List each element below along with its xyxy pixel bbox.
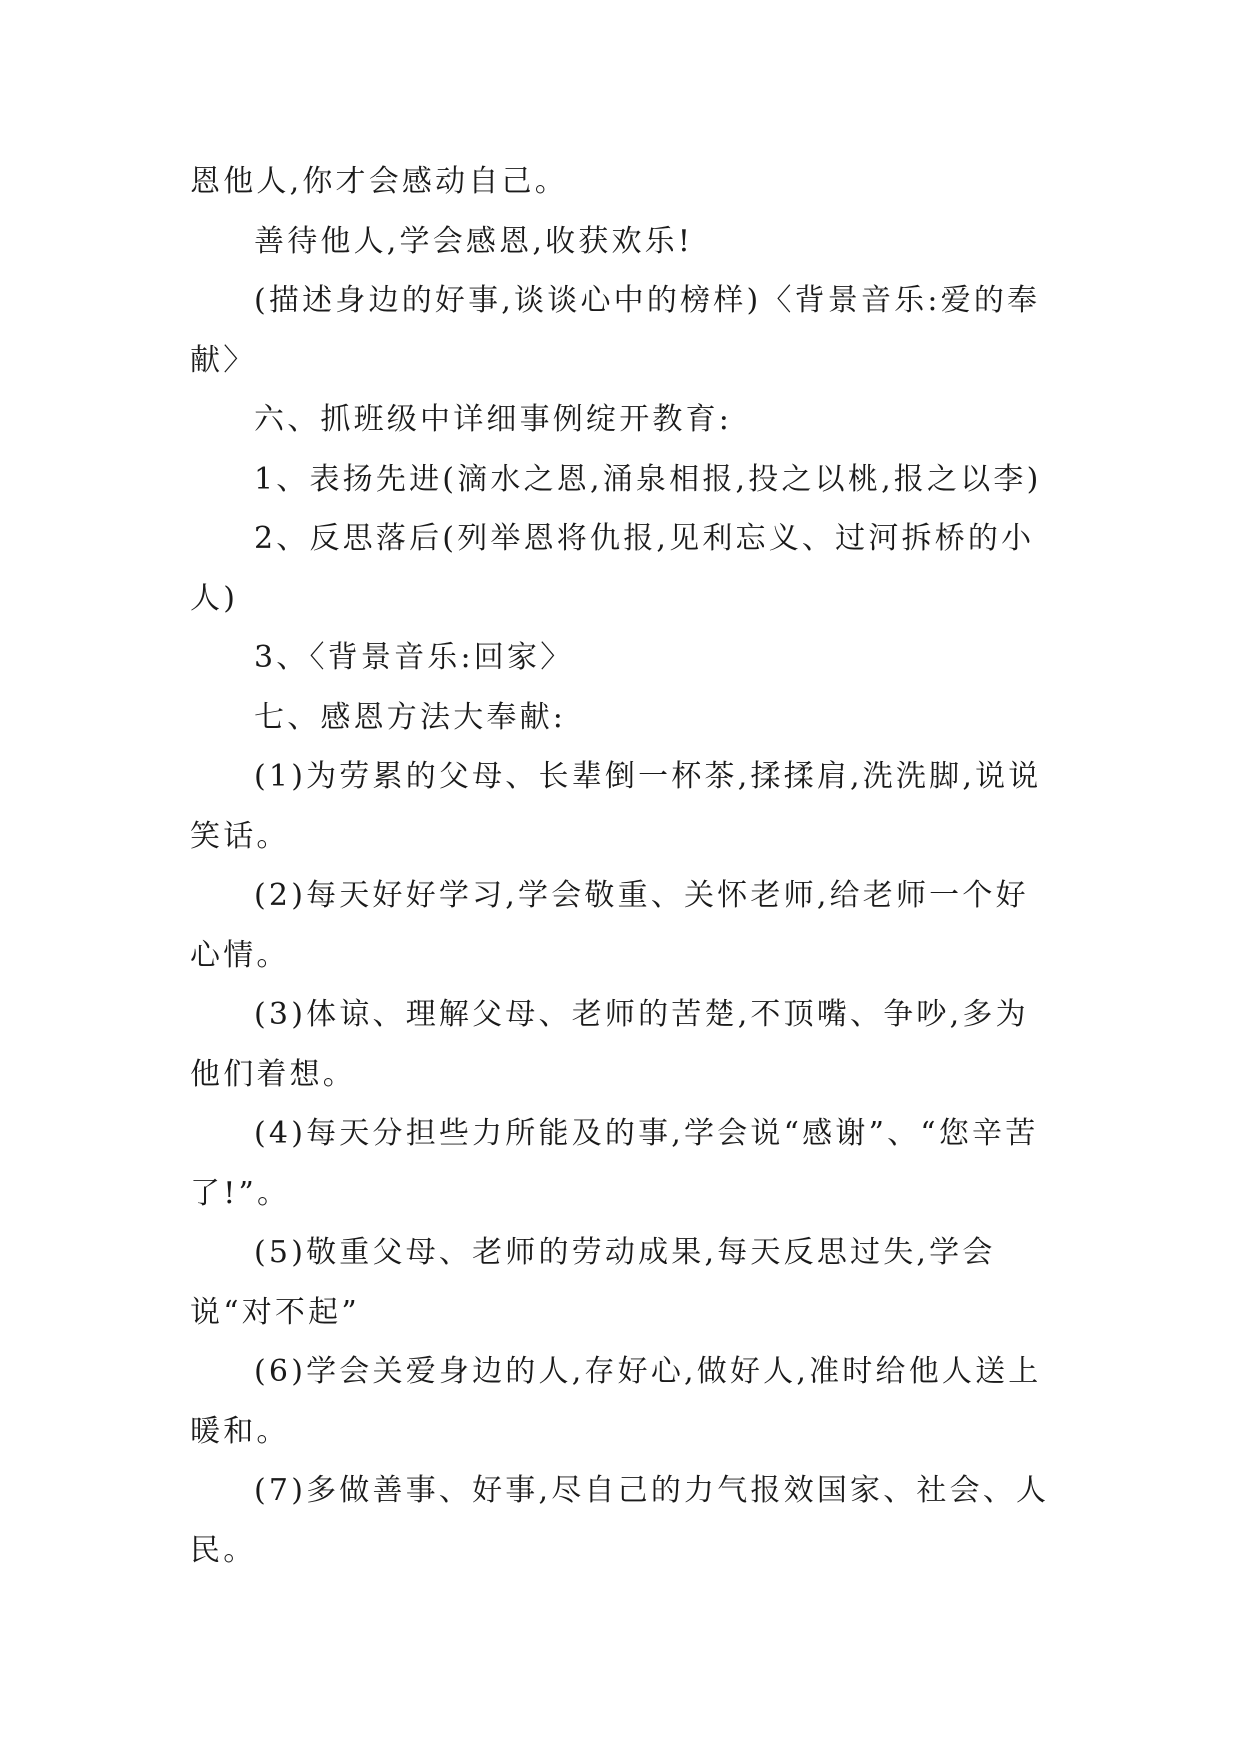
method-item-1: (1)为劳累的父母、长辈倒一杯茶,揉揉肩,洗洗脚,说说笑话。 — [190, 759, 1042, 854]
method-item-7: (7)多做善事、好事,尽自己的力气报效国家、社会、人民。 — [190, 1473, 1050, 1568]
method-item-3: (3)体谅、理解父母、老师的苦楚,不顶嘴、争吵,多为他们着想。 — [190, 997, 1029, 1092]
section-heading-six: 六、抓班级中详细事例绽开教育: — [254, 402, 733, 437]
paragraph-describe-good-deeds: (描述身边的好事,谈谈心中的榜样)〈背景音乐:爱的奉献〉 — [190, 283, 1041, 378]
list-item-2: 2、反思落后(列举恩将仇报,见利忘义、过河拆桥的小人) — [190, 521, 1035, 616]
section-heading-seven: 七、感恩方法大奉献: — [254, 699, 567, 735]
list-item-1: 1、表扬先进(滴水之恩,涌泉相报,投之以桃,报之以李) — [254, 461, 1042, 497]
paragraph-continuation: 恩他人,你才会感动自己。 — [190, 164, 568, 199]
paragraph-slogan: 善待他人,学会感恩,收获欢乐! — [254, 223, 694, 259]
method-item-2: (2)每天好好学习,学会敬重、关怀老师,给老师一个好心情。 — [190, 878, 1029, 973]
method-item-5: (5)敬重父母、老师的劳动成果,每天反思过失,学会说“对不起” — [190, 1235, 996, 1330]
list-item-3: 3、〈背景音乐:回家〉 — [254, 640, 574, 675]
method-item-4: (4)每天分担些力所能及的事,学会说“感谢”、“您辛苦了!”。 — [190, 1116, 1039, 1211]
method-item-6: (6)学会关爱身边的人,存好心,做好人,准时给他人送上暖和。 — [190, 1354, 1042, 1449]
document-body — [190, 152, 1050, 1580]
